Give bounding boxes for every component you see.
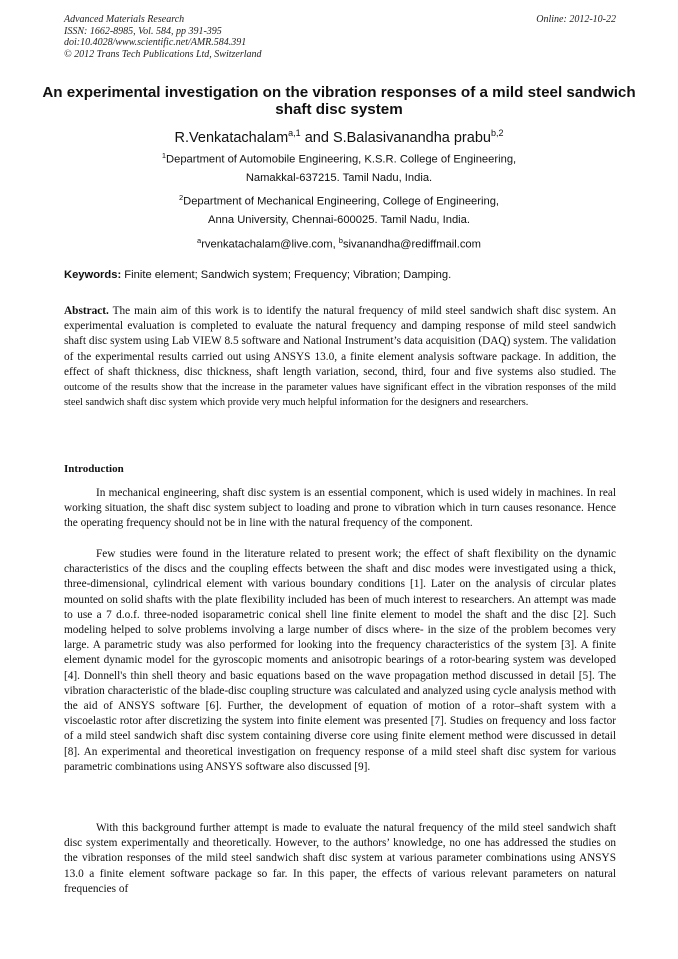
affiliation-1-line-1	[0, 149, 678, 167]
affiliation-2-line-1	[0, 191, 678, 209]
affiliation-1-line-2: Namakkal-637215. Tamil Nadu, India.	[245, 172, 433, 184]
intro-paragraph-1: In mechanical engineering, shaft disc system is an essential component, which is used widely in machines. In real working situation, the shaft disc system subject to loading and prone to vibration which in turn causes resonance. Hence the operating frequency should not be in line with the natural frequency of the component.	[64, 487, 616, 530]
authors-and: and	[300, 129, 333, 146]
journal-header	[64, 14, 616, 60]
introduction-heading: Introduction	[64, 463, 124, 475]
author-1: R.Venkatachalam	[174, 129, 289, 146]
author-1-sup: a,1	[288, 128, 301, 138]
intro-paragraph-2: Few studies were found in the literature related to present work; the effect of shaft flexibility on the dynamic characteristics of the discs and the coupling effects between the shaft and disc modes were investigated using a thick, three-dimensional, cylindrical element with various boundary conditions [1]. Later on the analysis of circular plates mounted on solid shafts with the plate flexibility included has been of much interest to researchers. An attempt was made to use a 7 d.o.f. three-noded isoparametric conical shell line finite element to model the shaft and the disc [2]. Such modeling helped to solve problems involving a large number of discs where- in the size of the problem becomes very large. A parametric study was also performed for looking into the frequency characteristics of the system [3]. A finite element dynamic model for the gyroscopic moments and anisotropic bearings of a rotor-bearing system was developed [4]. Donnell's thin shell theory and basic equations based on the wave propagation method discussed in detail [5]. The vibration characteristic of the blade-disc coupling structure was calculated and analyzed using cycle analysis method with the aid of ANSYS software [6]. Further, the development of equation of motion of a rotor–shaft system with a viscoelastic rotor after discretizing the system into finite element was presented [7]. Studies on frequency and loss factor of a mild steel sandwich shaft disc system containing diverse core using finite element method were discussed in detail [8]. An experimental and theoretical investigation on frequency response of a mild steel shaft disc system for various parametric combinations using ANSYS software also discussed [9].	[64, 548, 616, 773]
abstract-label: Abstract.	[64, 305, 109, 317]
paper-title: An experimental investigation on the vibration responses of a mild steel sandwich shaft disc system	[42, 84, 636, 118]
email-b-sup: b	[338, 236, 343, 245]
author-2: S.Balasivanandha prabu	[332, 129, 491, 146]
email-b: sivanandha@rediffmail.com	[342, 238, 481, 251]
abstract	[64, 304, 616, 410]
affiliation-2-text: Department of Mechanical Engineering, College of Engineering,	[183, 195, 500, 208]
affiliation-1-sup: 1	[161, 151, 167, 160]
abstract-text: The main aim of this work is to identify the natural frequency of mild steel sandwich shaft disc system. An experimental evaluation is completed to evaluate the natural frequency and damping response of mild steel sandwich shaft disc system using Lab VIEW 8.5 software and National Instrument’s data acquisition (DAQ) system. The validation of the experimental results carried out using ANSYS 13.0, a finite element analysis software package. In addition, the effect of shaft thickness, disc thickness, shaft length variation, second, third, four and five systems also studied.	[64, 305, 616, 378]
emails	[0, 234, 678, 252]
intro-paragraph-3: With this background further attempt is made to evaluate the natural frequency of the mild steel sandwich shaft disc system experimentally and theoretically. However, to the authors’ knowledge, no one has addressed the studies on the vibration responses of the mild steel sandwich shaft disc system at various parameter combinations using ANSYS 13.0 a finite element software package so far. In this paper, the effects of various relevant parameters on natural frequencies of	[64, 822, 616, 895]
authors	[0, 124, 678, 147]
copyright: © 2012 Trans Tech Publications Ltd, Switzerland	[64, 48, 262, 60]
issn: ISSN: 1662-8985, Vol. 584, pp 391-395	[64, 25, 222, 37]
author-2-sup: b,2	[490, 128, 504, 138]
keywords-text: Finite element; Sandwich system; Frequency; Vibration; Damping.	[121, 269, 452, 281]
online-date: Online: 2012-10-22	[536, 14, 616, 25]
email-a: rvenkatachalam@live.com,	[201, 238, 339, 251]
affiliation-2-sup: 2	[178, 193, 184, 202]
affiliation-1-text: Department of Automobile Engineering, K.S.R. College of Engineering,	[166, 153, 517, 166]
email-a-sup: a	[197, 236, 202, 245]
journal-name: Advanced Materials Research	[64, 14, 185, 25]
keywords-label: Keywords:	[64, 269, 122, 281]
doi: doi:10.4028/www.scientific.net/AMR.584.391	[64, 37, 247, 48]
affiliation-2-line-2: Anna University, Chennai-600025. Tamil Nadu, India.	[207, 214, 471, 226]
abstract-text-conclusion: The outcome of the results show that the increase in the parameter values have significant effect in the vibration responses of the mild steel sandwich shaft disc system which provide very much helpful information for the designers and researchers.	[64, 366, 616, 409]
keywords	[64, 268, 616, 282]
